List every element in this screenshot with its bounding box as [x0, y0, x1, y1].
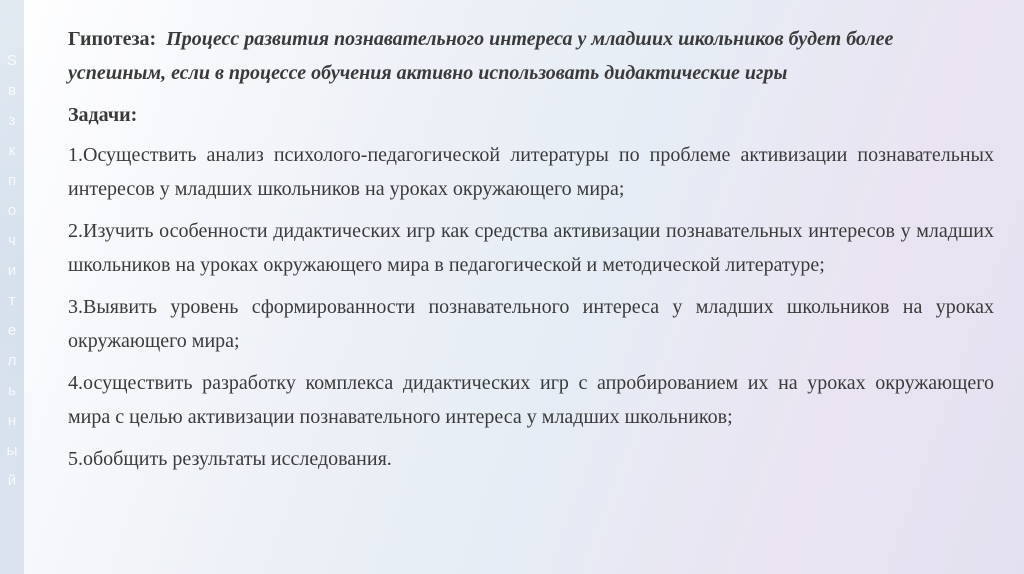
task-item-5: 5.обобщить результаты исследования. [68, 448, 392, 470]
side-letter: ч [8, 232, 16, 249]
side-letter: з [8, 112, 16, 129]
side-letter: в [8, 82, 16, 99]
side-letter: л [7, 352, 17, 369]
side-letter: о [7, 202, 17, 219]
hypothesis-label: Гипотеза: [68, 28, 157, 50]
side-letter: й [7, 472, 17, 489]
side-letter: т [8, 292, 16, 309]
side-letter: ь [8, 382, 16, 399]
side-letter: и [7, 262, 17, 279]
side-decoration-letters [2, 50, 22, 492]
task-item-4: 4.осуществить разработку комплекса дидактических игр с апробированием их на уроках окружающего мира с целью активизации познавательного интереса у младших школьников; [68, 372, 994, 428]
side-letter: ы [6, 442, 18, 459]
slide-content [68, 22, 994, 484]
task-item-3: 3.Выявить уровень сформированности познавательного интереса у младших школьников на уроках окружающего мира; [68, 296, 994, 352]
hypothesis-paragraph [68, 22, 994, 90]
side-letter: к [8, 142, 16, 159]
task-item-1: 1.Осуществить анализ психолого-педагогической литературы по проблеме активизации познавательных интересов у младших школьников на уроках окружающего мира; [68, 144, 994, 200]
task-item-2: 2.Изучить особенности дидактических игр как средства активизации познавательных интересов у младших школьников на уроках окружающего мира в педагогической и методической литературе; [68, 220, 994, 276]
side-letter: е [7, 322, 17, 339]
tasks-heading: Задачи: [68, 104, 138, 126]
side-letter: п [7, 172, 17, 189]
side-letter: S [6, 52, 17, 69]
hypothesis-text: Процесс развития познавательного интереса у младших школьников будет более успешным, если в процессе обучения активно использовать дидактические игры [68, 28, 894, 84]
side-letter: н [7, 412, 17, 429]
